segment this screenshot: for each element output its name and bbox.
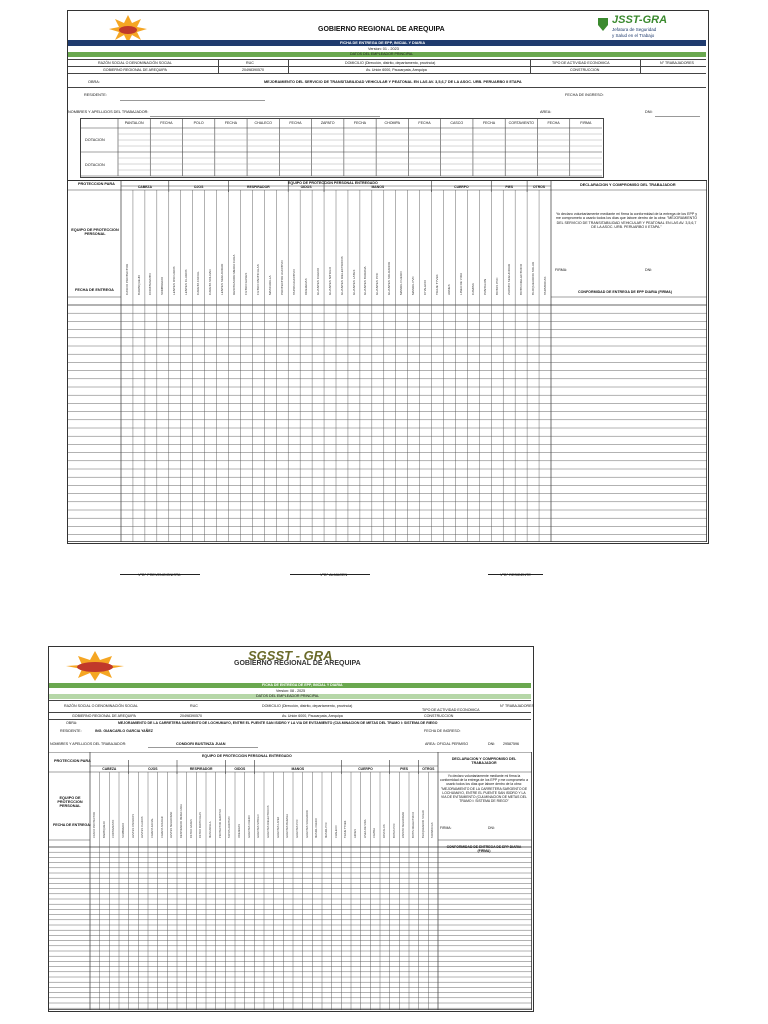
org-title: GOBIERNO REGIONAL DE AREQUIPA (318, 26, 445, 33)
residente-label-2: RESIDENTE: (60, 729, 82, 733)
epp-item-19: GUANTES LATEX (276, 816, 280, 838)
epp-item-1: BARBIQUEJO (136, 275, 141, 295)
group-otros: OTROS (422, 766, 435, 771)
epp-item-33: BOTIN DIELECTRICO (518, 263, 523, 295)
epp-item-30: PANTALON (382, 824, 386, 838)
dotacion-header-9: FECHA (418, 121, 431, 125)
firma-label: FIRMA: (555, 268, 568, 272)
epp-item-26: TRAJE TYVEK (344, 820, 348, 838)
epp-item-5: LENTES CLAROS (184, 269, 189, 295)
epp-item-11: FILTRO PARTICULAS (255, 264, 260, 295)
dni2-label-2: DNI: (488, 826, 495, 830)
col-ruc-2: RUC (190, 704, 198, 708)
obra-label-2: OBRA: (66, 721, 78, 725)
epp-item-18: GUANTES DIELECTRICOS (339, 256, 344, 295)
form-title-2: FICHA DE ENTREGA DE EPP, INICIAL Y DIARIA (262, 683, 343, 687)
epp-item-23: MANDIL CUERO (399, 271, 404, 295)
dotacion-header-14: FIRMA (580, 121, 592, 125)
epp-item-35: TAPABOCAS (542, 276, 547, 295)
nombres-label-2: NOMBRES Y APELLIDOS DEL TRABAJADOR: (50, 742, 127, 746)
epp-item-6: CARETA FACIAL (196, 271, 201, 295)
dni-value-2: 29587596 (503, 742, 519, 746)
col-actividad-2: TIPO DE ACTIVIDAD ECONOMICA (422, 708, 480, 712)
epp-item-4: LENTES OSCUROS (131, 814, 135, 838)
sgsst-logo: SGSST - GRA (248, 648, 333, 663)
epp-item-6: CARETA FACIAL (150, 818, 154, 838)
dotacion-header-10: CASCO (450, 121, 464, 125)
area-label-2: AREA: OFICIAL PERMISO (425, 742, 469, 746)
epp-item-34: BLOQUEADOR SOLAR (530, 261, 535, 295)
firma-label-2: FIRMA: (440, 826, 452, 830)
epp-item-35: TAPABOCAS (431, 822, 435, 838)
epp-item-14: TAPON AUDITIVO (228, 816, 232, 838)
col-trabajadores-2: N° TRABAJADORES (500, 704, 534, 708)
dotacion-1: DOTACION (85, 138, 105, 142)
epp-item-12: MASCARILLA (267, 275, 272, 295)
epp-item-20: GUANTES BADANA (286, 814, 290, 838)
epp-item-9: RESPIRADOR MEDIA CARA (179, 804, 183, 838)
conformidad-label: CONFORMIDAD DE ENTREGA DE EPP DIARIA (FIRMA) (578, 290, 672, 294)
employer-header-2: DATOS DEL EMPLEADOR PRINCIPAL (256, 694, 320, 698)
fecha-ingreso-label: FECHA DE INGRESO: (565, 93, 604, 97)
org-title-2: GOBIERNO REGIONAL DE AREQUIPA (234, 660, 361, 667)
group-cuerpo: CUERPO (358, 766, 373, 771)
nombres-label: NOMBRES Y APELLIDOS DEL TRABAJADOR: (68, 110, 149, 114)
epp-item-17: GUANTES NITRILO (327, 266, 332, 295)
epp-item-19: GUANTES LATEX (351, 269, 356, 295)
epp-item-27: ARNES (353, 829, 357, 838)
epp-item-15: OREJERAS (237, 824, 241, 838)
nombres-value-2: CONDORI BUSTINZA JUAN (176, 742, 226, 746)
val-ruc-2: 20498390570 (180, 714, 202, 718)
epp-item-28: LINEA DE VIDA (459, 272, 464, 295)
conformidad-label-2: CONFORMIDAD DE ENTREGA DE EPP DIARIA (FIRMA) (446, 845, 522, 853)
epp-item-13: PROTECTOR AUDITIVO (279, 260, 284, 295)
group-ojos: OJOS (193, 184, 204, 189)
epp-item-0: CASCO PROTECTOR (124, 263, 129, 295)
group-manos: MANOS (291, 766, 305, 771)
val-ruc: 20498390570 (242, 68, 264, 72)
obra-value-2: MEJORAMIENTO DE LA CARRETERA SARGENTO DE LOCHUMAYO, ENTRE EL PUENTE SAN ISIDRO Y LA VIA DE EVITAMIENTO (CULMINACION DE METAS DEL TRAMO I: SISTEMA DE RIEGO (118, 721, 438, 725)
epp-item-13: PROTECTOR AUDITIVO (218, 808, 222, 838)
employer-header: DATOS DEL EMPLEADOR PRINCIPAL (350, 52, 414, 57)
group-ojos: OJOS (148, 766, 158, 771)
epp-item-26: TRAJE TYVEK (435, 274, 440, 295)
equipo-label-2: EQUIPO DE PROTECCION PERSONAL (57, 796, 83, 808)
form-version-2: Version: 08 - 2025 (276, 689, 306, 693)
equipo-label: EQUIPO DE PROTECCION PERSONAL (71, 228, 119, 236)
dotacion-header-0: PANTALON (124, 121, 144, 125)
epp-item-7: CARETA SOLDAR (160, 816, 164, 838)
epp-item-2: CORTAVIENTO (148, 273, 153, 295)
group-oidos: OIDOS (234, 766, 246, 771)
dotacion-header-13: FECHA (547, 121, 560, 125)
epp-item-27: ARNES (447, 284, 452, 295)
epp-item-5: LENTES CLAROS (141, 816, 145, 838)
epp-item-24: MANDIL PVC (324, 822, 328, 838)
val-actividad-2: CONSTRUCCION (424, 714, 454, 718)
epp-item-23: MANDIL CUERO (315, 818, 319, 838)
dotacion-header-3: FECHA (224, 121, 238, 125)
epp-item-18: GUANTES DIELECTRICOS (266, 805, 270, 838)
group-cabeza: CABEZA (102, 766, 117, 771)
obra-label: OBRA: (88, 80, 100, 84)
epp-item-21: GUANTES PVC (295, 819, 299, 838)
group-oidos: OIDOS (300, 184, 312, 189)
epp-item-30: PANTALON (482, 278, 487, 295)
epp-item-3: SOMBRERO (160, 276, 165, 295)
epp-item-34: BLOQUEADOR SOLAR (421, 810, 425, 838)
epp-item-2: CORTAVIENTO (112, 819, 116, 838)
epp-item-9: RESPIRADOR MEDIA CARA (232, 254, 237, 295)
val-domicilio: Av. Unión 6000, Paucarpata, Arequipa (366, 68, 427, 72)
equipo-entregado: EQUIPO DE PROTECCION PERSONAL ENTREGADO (288, 181, 378, 185)
epp-item-21: GUANTES PVC (375, 272, 380, 295)
dotacion-header-8: CHOMPA (384, 121, 401, 125)
group-respirador: RESPIRADOR (247, 184, 270, 189)
dotacion-grid (80, 118, 604, 178)
epp-item-16: GUANTES CUERO (247, 815, 251, 838)
epp-item-25: CHALECO (423, 280, 428, 295)
epp-grid-bottom (48, 752, 533, 1011)
epp-item-29: CAMISA (373, 828, 377, 838)
group-manos: MANOS (371, 184, 385, 189)
dni-label-2: DNI: (488, 742, 496, 746)
col-razon: RAZÓN SOCIAL O DENOMINACIÓN SOCIAL (98, 61, 172, 65)
group-cabeza: CABEZA (137, 184, 152, 189)
fecha-entrega-label: FECHA DE ENTREGA (75, 288, 114, 292)
val-actividad: CONSTRUCCION (570, 68, 600, 72)
epp-item-28: LINEA DE VIDA (363, 819, 367, 838)
col-domicilio: DOMICILIO (Dirección, distrito, departamento, provincia) (345, 61, 436, 65)
epp-item-25: CHALECO (334, 825, 338, 838)
col-razon-2: RAZÓN SOCIAL O DENOMINACIÓN SOCIAL (64, 704, 138, 708)
arequipa-sun-logo-2 (62, 650, 128, 682)
dotacion-header-5: FECHA (289, 121, 302, 125)
epp-item-0: CASCO PROTECTOR (92, 811, 96, 838)
epp-item-7: CARETA SOLDAR (208, 269, 213, 295)
val-razon: GOBIERNO REGIONAL DE AREQUIPA (103, 68, 167, 72)
epp-item-24: MANDIL PVC (411, 276, 416, 295)
col-domicilio-2: DOMICILIO (Dirección, distrito, departamento, provincia) (262, 704, 353, 708)
epp-item-31: BOTAS PVC (392, 823, 396, 838)
dotacion-header-7: FECHA (353, 121, 367, 125)
epp-item-10: FILTRO GASES (244, 272, 249, 295)
epp-item-11: FILTRO PARTICULAS (199, 812, 203, 838)
form-version: Version: 01 - 2023 (368, 47, 399, 51)
equipo-entregado-2: EQUIPO DE PROTECCION PERSONAL ENTREGADO (202, 754, 292, 758)
epp-item-4: LENTES OSCUROS (172, 266, 177, 295)
dotacion-header-2: POLO (193, 121, 204, 125)
group-otros: OTROS (533, 184, 546, 189)
epp-item-32: ZAPATO SEGURIDAD (506, 263, 511, 295)
jsst-sub2: y Salud en el Trabajo (612, 33, 655, 38)
proteccion-para: PROTECCION PARA (78, 182, 115, 186)
epp-item-12: MASCARILLA (208, 821, 212, 838)
epp-item-15: OREJERAS (303, 278, 308, 295)
col-trabajadores: N° TRABAJADORES (660, 61, 694, 65)
epp-item-22: GUANTES SOLDADOR (305, 810, 309, 838)
group-pies: PIES (400, 766, 409, 771)
col-ruc: RUC (246, 61, 254, 65)
declaracion-text-2: Yo declaro voluntariamente mediante mi firma la conformidad de la entrega de los EPP y me comprometo a usarlo todos los días que labore dentro de la obra: "MEJORAMIENTO DE LA CARRETERA SARGENTO DE LOCHUMAYO, ENTRE EL PUENTE SAN ISIDRO Y LA VIA DE EVITAMIENTO (CULMINACION DE METAS DEL TRAMO I: SISTEMA DE RIEGO" (440, 774, 528, 804)
group-respirador: RESPIRADOR (189, 766, 213, 771)
epp-item-8: LENTES SEGURIDAD (170, 811, 174, 838)
dotacion-header-6: ZAPATO (320, 121, 335, 125)
jsst-sub1: Jefatura de Seguridad (612, 27, 657, 32)
sig-prevencionista: V°B° PREVENCIONISTA (138, 573, 181, 577)
fecha-entrega-label-2: FECHA DE ENTREGA: (53, 823, 92, 827)
dotacion-header-4: CHALECO (254, 121, 272, 125)
epp-item-22: GUANTES SOLDADOR (387, 261, 392, 295)
epp-item-10: FILTRO GASES (189, 819, 193, 838)
dotacion-header-1: FECHA (160, 121, 173, 125)
group-cuerpo: CUERPO (454, 184, 469, 189)
dotacion-header-11: FECHA (482, 121, 496, 125)
jsst-logo-text: JSST-GRA (612, 14, 668, 26)
proteccion-para-2: PROTECCION PARA (54, 759, 91, 763)
sig-almacen: V°B° ALMACEN (320, 573, 348, 577)
epp-item-17: GUANTES NITRILO (257, 814, 261, 838)
epp-item-1: BARBIQUEJO (102, 821, 106, 838)
val-domicilio-2: Av. Unión 6000, Paucarpata, Arequipa (282, 714, 343, 718)
epp-item-16: GUANTES CUERO (315, 268, 320, 295)
dni2-label: DNI: (645, 268, 653, 272)
form-title: FICHA DE ENTREGA DE EPP, INICIAL Y DIARIA (340, 40, 426, 45)
epp-item-8: LENTES SEGURIDAD (220, 263, 225, 295)
epp-item-32: ZAPATO SEGURIDAD (402, 811, 406, 838)
fecha-ingreso-label-2: FECHA DE INGRESO: (424, 729, 461, 733)
col-actividad: TIPO DE ACTIVIDAD ECONOMICA (552, 61, 610, 65)
epp-item-33: BOTIN DIELECTRICO (411, 811, 415, 838)
residente-value-2: ING. GIANCARLO GARCIA YAÑEZ (95, 729, 153, 733)
dotacion-2: DOTACION (85, 163, 105, 167)
sig-residente: V°B° RESIDENTE (500, 573, 531, 577)
group-pies: PIES (505, 184, 514, 189)
dotacion-header-12: CORTAVIENTO (508, 121, 534, 125)
val-razon-2: GOBIERNO REGIONAL DE AREQUIPA (72, 714, 136, 718)
epp-item-20: GUANTES BADANA (363, 266, 368, 295)
obra-value: MEJORAMIENTO DEL SERVICIO DE TRANSITABILIDAD VEHICULAR Y PEATONAL EN LAS AV. 3,5,6,7 DE LA ASOC. URB. PERUARBO II ETAPA (264, 80, 522, 84)
epp-item-29: CAMISA (470, 283, 475, 295)
residente-label: RESIDENTE: (84, 93, 107, 97)
epp-item-14: TAPON AUDITIVO (291, 269, 296, 295)
dni-label: DNI: (645, 110, 653, 114)
epp-item-31: BOTAS PVC (494, 277, 499, 295)
declaracion-text: Yo declaro voluntariamente mediante mi firma la conformidad de la entrega de los EPP y me comprometo a usarlo todos los días que labore dentro de la obra: "MEJORAMIENTO DEL SERVICIO DE TRANSITABILIDAD VEHICULAR Y PEATONAL EN LAS AV. 3,5,6,7 DE LA ASOC. URB. PERUARBO II ETAPA." (555, 212, 698, 230)
epp-item-3: SOMBRERO (121, 822, 125, 838)
declaracion-title: DECLARACION Y COMPROMISO DEL TRABAJADOR (580, 183, 676, 187)
jsst-logo (596, 14, 696, 42)
area-label: AREA: (540, 110, 552, 114)
declaracion-title-2: DECLARACION Y COMPROMISO DEL TRABAJADOR (451, 757, 517, 765)
epp-grid-top (67, 180, 708, 543)
